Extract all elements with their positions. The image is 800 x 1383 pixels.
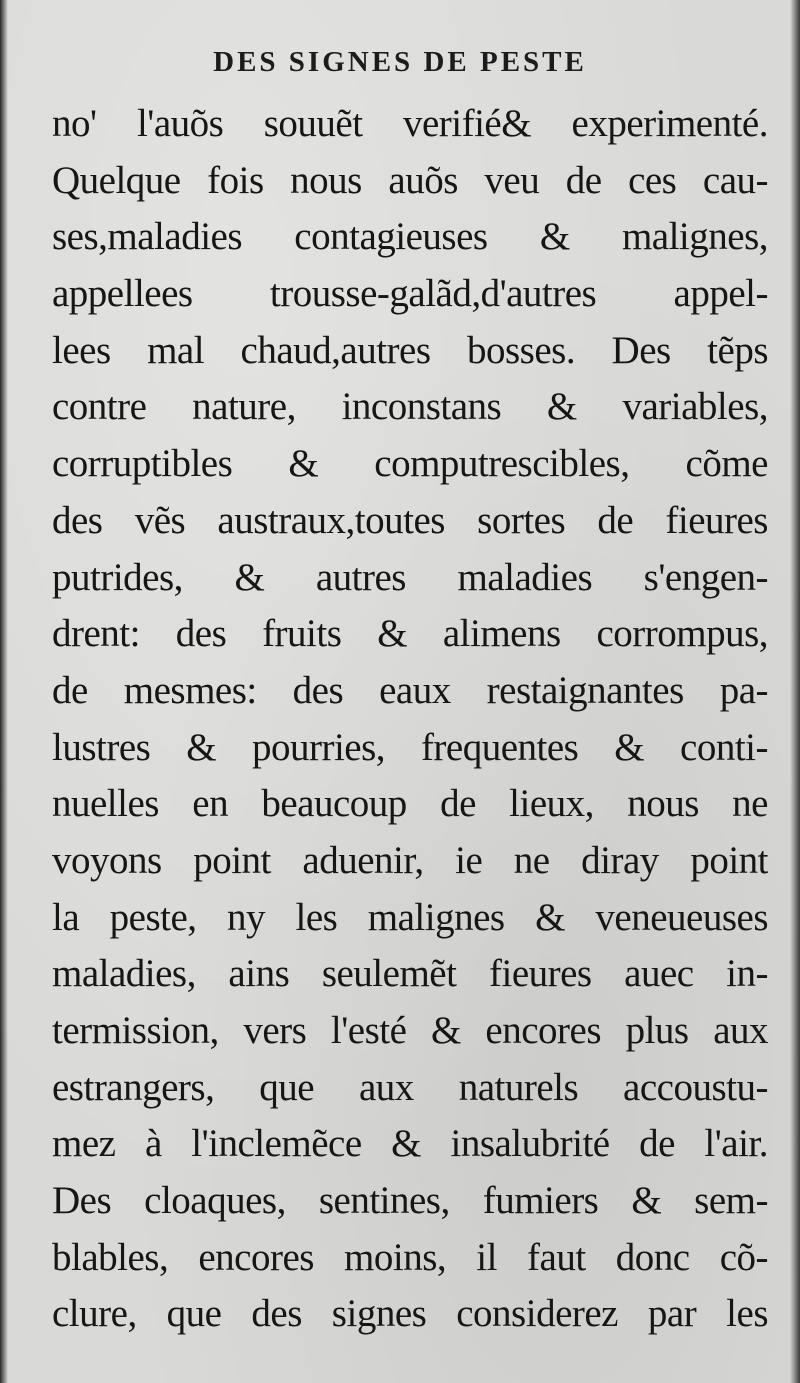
text-line: maladies, ains seulemẽt fieures auec in- (52, 952, 768, 996)
page-left-edge-shadow (0, 0, 8, 1383)
text-line: Quelque fois nous auõs veu de ces cau- (52, 158, 768, 202)
text-line: contre nature, inconstans & variables, (52, 385, 768, 429)
text-line: blables, encores moins, il faut donc cõ- (52, 1235, 768, 1279)
body-text (52, 96, 768, 1343)
text-line: corruptibles & computrescibles, cõme (52, 442, 768, 486)
text-line: Des cloaques, sentines, fumiers & sem- (52, 1179, 768, 1223)
running-head: DES SIGNES DE PESTE (213, 46, 587, 78)
text-line: mez à l'inclemẽce & insalubrité de l'air. (52, 1122, 768, 1166)
text-line: clure, que des signes considerez par les (52, 1292, 768, 1336)
text-line: lees mal chaud,autres bosses. Des tẽps (52, 328, 768, 372)
text-line: drent: des fruits & alimens corrompus, (52, 612, 768, 656)
text-line: ses,maladies contagieuses & malignes, (52, 215, 768, 259)
text-line: termission, vers l'esté & encores plus aux (52, 1009, 768, 1052)
text-line: lustres & pourries, frequentes & conti- (52, 725, 768, 769)
text-line: nuelles en beaucoup de lieux, nous ne (52, 782, 768, 826)
text-line: putrides, & autres maladies s'engen- (52, 555, 768, 599)
text-line: appellees trousse-galãd,d'autres appel- (52, 272, 768, 316)
text-line: la peste, ny les malignes & veneueuses (52, 895, 768, 939)
text-line: des vẽs austraux,toutes sortes de fieures (52, 498, 768, 542)
text-line: estrangers, que aux naturels accoustu- (52, 1065, 768, 1109)
page-right-edge-shadow (790, 0, 800, 1383)
text-line: no' l'auõs souuẽt verifié& experimenté. (52, 102, 768, 145)
text-line: de mesmes: des eaux restaignantes pa- (52, 668, 768, 712)
text-line: voyons point aduenir, ie ne diray point (52, 838, 768, 882)
